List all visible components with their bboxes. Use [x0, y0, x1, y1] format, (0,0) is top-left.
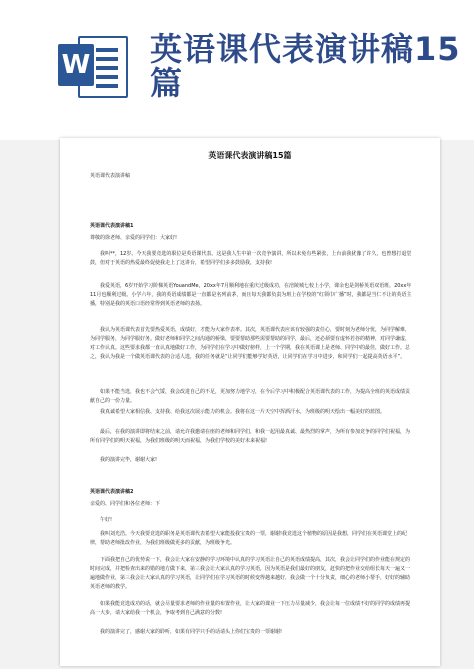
paragraph: 最后，在我的演讲即将结束之前，请允许我邀请在座的老师和同学们，和我一起用最真诚、最热烈的掌声，为所有参加竞争的同学们祝福，为所有同学们的明天祝福，为我们班级的明天而祝福，为我们学校的美好未来祝福!	[90, 429, 411, 444]
paragraph: 如果我能竞选成功的话，就会尽量要求老师的作业量的布置作业，让大家的课业一下压力尽量减少，我会让每一位成绩不好的同学的成绩再提高一大步，请大家给我一个机会，争取考到自己满意的分数!	[90, 601, 411, 616]
banner	[0, 0, 474, 140]
paragraph: 亲爱的、同学们和各位老师：下	[90, 501, 161, 507]
word-letter-tile: W	[58, 44, 94, 86]
section-heading: 英语课代表演讲稿2	[90, 489, 134, 495]
paragraph: 我叫**，12岁。今天我要竞选的职位是英语课代表。这是我人生中第一次竞争演讲，所以未免有些紧张，上台前我犹豫了许久，也曾想打退堂鼓，但对于英语的热爱最终促使我走上了这讲台，希望同学们多多鼓励我，支持我!	[90, 251, 412, 266]
paragraph: 下面我把自己的优势说一下，我会让大家在安静的学习环境中认真的学习英语让自己的英语成绩提高，其次，我会让同学们的作业能在规定的时间完成，并把检查出来的错的地方做下来，第三我会让大家认真的学习英语，因为英语是我们最好的朋友，赶快的把作业交给组长每天一遍又一遍地做作业，第三我会让大家认真的学习英语，让同学们在学习英语的时候变得越来越好，我会做一个十分负责，细心的老师小帮手，好好的辅助英语老师的教学。	[90, 557, 411, 590]
document-title: 英语课代表演讲稿15篇	[208, 151, 292, 160]
paragraph: 尊敬的徐老师、亲爱的同学们：大家好!	[90, 235, 178, 241]
word-icon	[58, 32, 128, 98]
paragraph: 午好!	[100, 517, 113, 523]
paragraph: 我真诚希望大家相信我、支持我、给我这次展示能力的机会。我将在这一片天空中挥洒汗水，为班级的明天绘出一幅美好的蓝图。	[100, 409, 386, 415]
paragraph: 我叫刘光浩。今天我要竞选的职务是英语课代表希望大家能投我宝贵的一票，谢谢!我竞选这个植物的原因是我想，同学们在英语课堂上的纪律，帮助老师批改作业，为我们班级做更多的贡献，为班级争光。	[90, 531, 408, 546]
paragraph: 我的演讲完毕，谢谢大家!	[100, 457, 158, 463]
paragraph: 如果不能当选，我也不会气馁，我会改进自己的不足，更加努力地学习，在今后学习中积极配合英语课代表的工作，为提高全班的英语成绩贡献自己的一份力量。	[90, 389, 411, 404]
banner-title: 英语课代表演讲稿15篇	[150, 30, 461, 102]
document-page	[60, 138, 440, 666]
document-subtitle: 英语课代表演讲稿	[90, 173, 131, 179]
section-heading: 英语课代表演讲稿1	[90, 223, 134, 229]
paragraph: 我认为英语课代表首先要热爱英语，成绩好，才能为大家作表率。其次，英语课代表应该有较强的责任心，要时刻为老师分忧，为同学解难，为同学服务，为同学服好务。做好老师和同学之间沟通的桥梁，要要帮助那些需要帮助的同学，最后，还必须要有虚怀若谷的精神，对同学谦虚，对工作认真。这些要求我都一直认真地做好工作，为同学们在学习中做好榜样，上一个学期，我在英语课上是老师、同学中的最佳，做好工作。总之，我认为我是一个做英语课代表的合适人选，我的任务就是“让同学们能够学好英语，让同学们在学习中进步，和同学们一起提高英语水平”。	[90, 327, 411, 360]
paragraph: 我爱英语，6岁开始学习阶梯英语YouandMe，20xx年7月顺利地在重庆过级成功，在涪陵城七校上小学，课余也是剑桥英语双语班，20xx年11月也顺利过级。小学六年，我的英语成绩都是一直都是名列前茅，而且每天我都负责为班上在学校的“红领巾广播”时，我都是当仁不让的英语主播，特别是我的英语口语经常得到英语老师的表扬。	[90, 283, 412, 307]
paragraph: 我的演讲完了，感谢大家的聆听，如果有同学只手的话请头上你们宝贵的一票谢谢!	[100, 629, 283, 635]
